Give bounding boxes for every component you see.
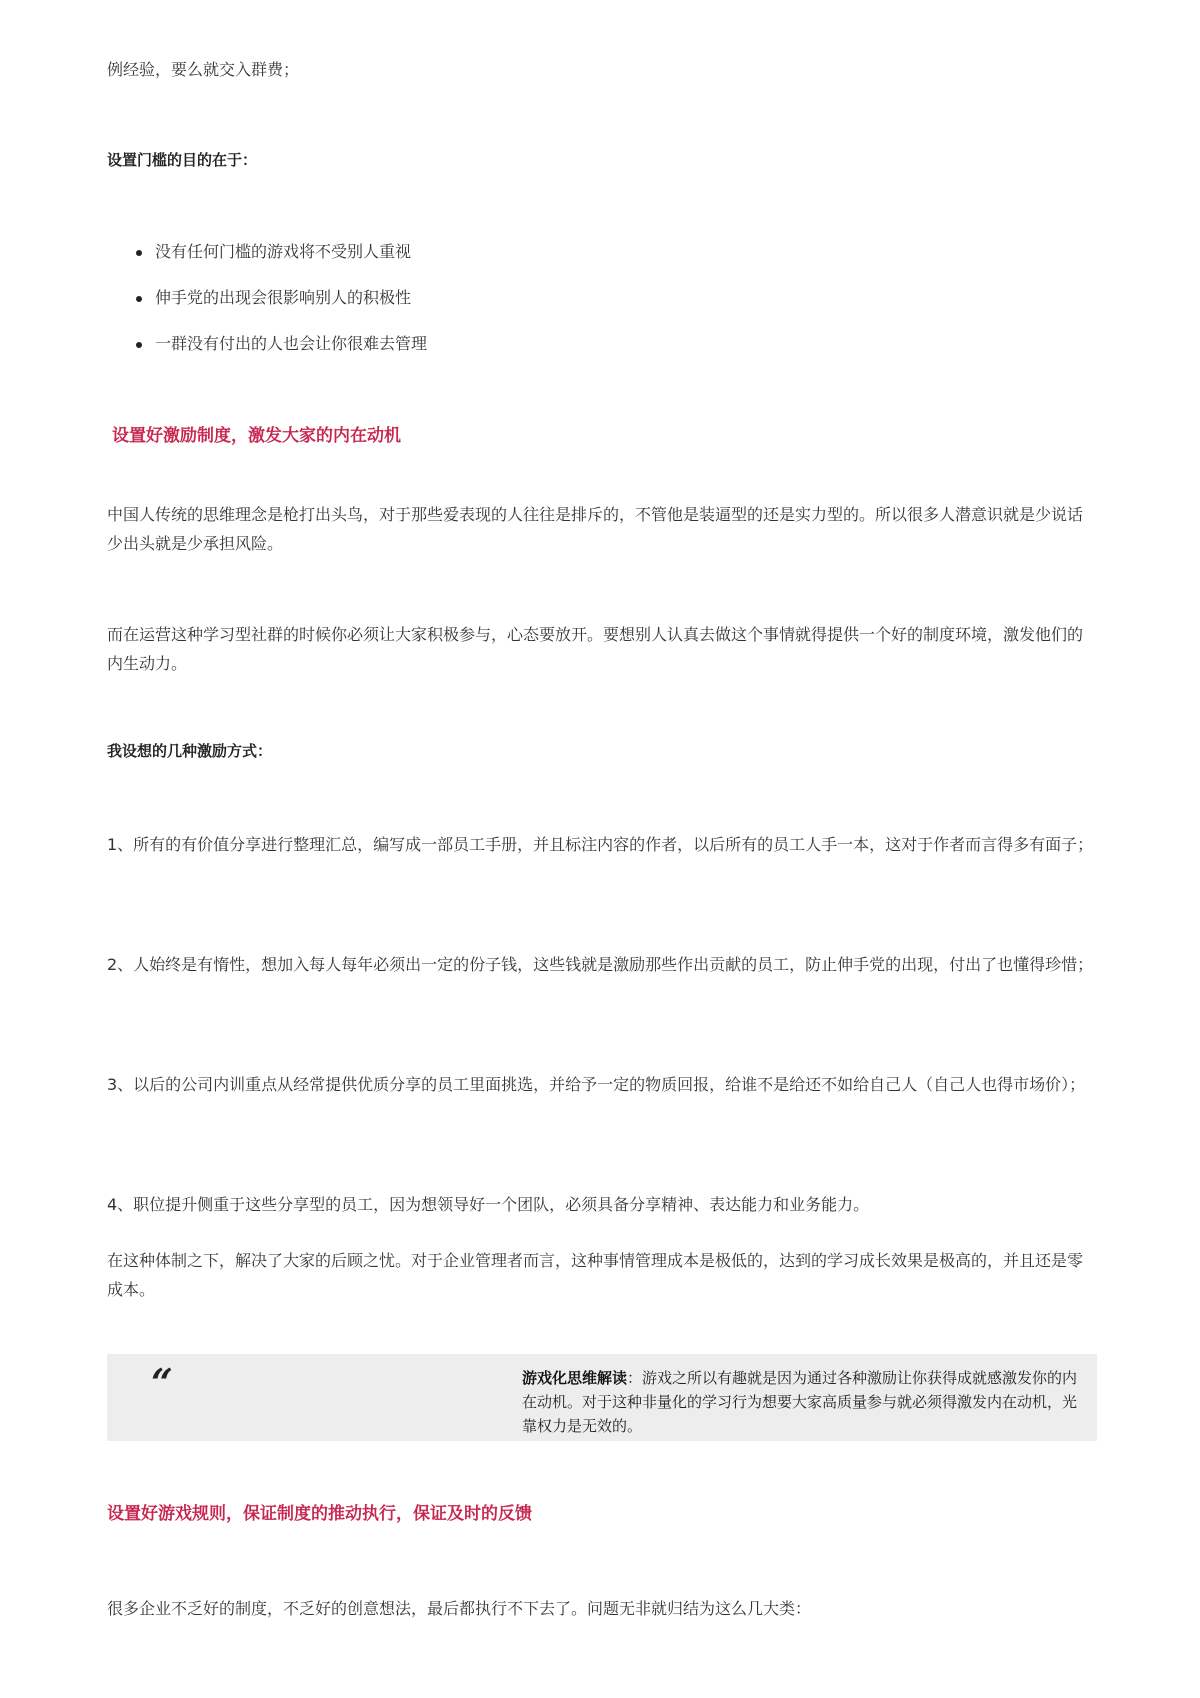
paragraph-execution: 很多企业不乏好的制度，不乏好的创意想法，最后都执行不下去了。问题无非就归结为这么几大类：	[107, 1599, 812, 1618]
method-item-3: 3、以后的公司内训重点从经常提供优质分享的员工里面挑选，并给予一定的物质回报，给谁不是给还不如给自己人（自己人也得市场价）；	[107, 1075, 1086, 1094]
bullet-icon	[136, 342, 142, 348]
quote-text	[522, 1366, 1082, 1438]
list-item-text: 伸手党的出现会很影响别人的积极性	[155, 288, 412, 307]
quote-mark-icon: “	[151, 1360, 173, 1405]
paragraph-tradition: 中国人传统的思维理念是枪打出头鸟，对于那些爱表现的人往往是排斥的，不管他是装逼型的还是实力型的。所以很多人潜意识就是少说话少出头就是少承担风险。	[107, 505, 1084, 553]
quote-body: ：游戏之所以有趣就是因为通过各种激励让你获得成就感激发你的内在动机。对于这种非量化的学习行为想要大家高质量参与就必须得激发内在动机，光靠权力是无效的。	[522, 1369, 1078, 1435]
paragraph-conclusion: 在这种体制之下，解决了大家的后顾之忧。对于企业管理者而言，这种事情管理成本是极低的，达到的学习成长效果是极高的，并且还是零成本。	[107, 1251, 1084, 1299]
list-item-text: 没有任何门槛的游戏将不受别人重视	[155, 242, 412, 261]
threshold-reason-list	[155, 240, 755, 360]
bullet-icon	[136, 250, 142, 256]
paragraph-participation: 而在运营这种学习型社群的时候你必须让大家积极参与，心态要放开。要想别人认真去做这个事情就得提供一个好的制度环境，激发他们的内生动力。	[107, 625, 1084, 673]
bullet-icon	[136, 296, 142, 302]
method-item-1: 1、所有的有价值分享进行整理汇总，编写成一部员工手册，并且标注内容的作者，以后所有的员工人手一本，这对于作者而言得多有面子；	[107, 835, 1094, 854]
threshold-heading: 设置门槛的目的在于：	[107, 151, 258, 169]
section-title-incentive: 设置好激励制度，激发大家的内在动机	[112, 426, 401, 446]
methods-heading: 我设想的几种激励方式：	[107, 742, 273, 760]
method-item-4: 4、职位提升侧重于这些分享型的员工，因为想领导好一个团队，必须具备分享精神、表达能力和业务能力。	[107, 1195, 870, 1214]
quote-label: 游戏化思维解读	[522, 1369, 628, 1387]
list-item	[155, 286, 411, 310]
section-title-rules: 设置好游戏规则，保证制度的推动执行，保证及时的反馈	[107, 1504, 532, 1524]
list-item	[155, 332, 427, 356]
method-item-2: 2、人始终是有惰性，想加入每人每年必须出一定的份子钱，这些钱就是激励那些作出贡献的员工，防止伸手党的出现，付出了也懂得珍惜；	[107, 955, 1094, 974]
list-item-text: 一群没有付出的人也会让你很难去管理	[155, 334, 428, 353]
list-item	[155, 240, 411, 264]
quote-block	[107, 1354, 1097, 1441]
intro-line: 例经验，要么就交入群费；	[107, 60, 300, 79]
